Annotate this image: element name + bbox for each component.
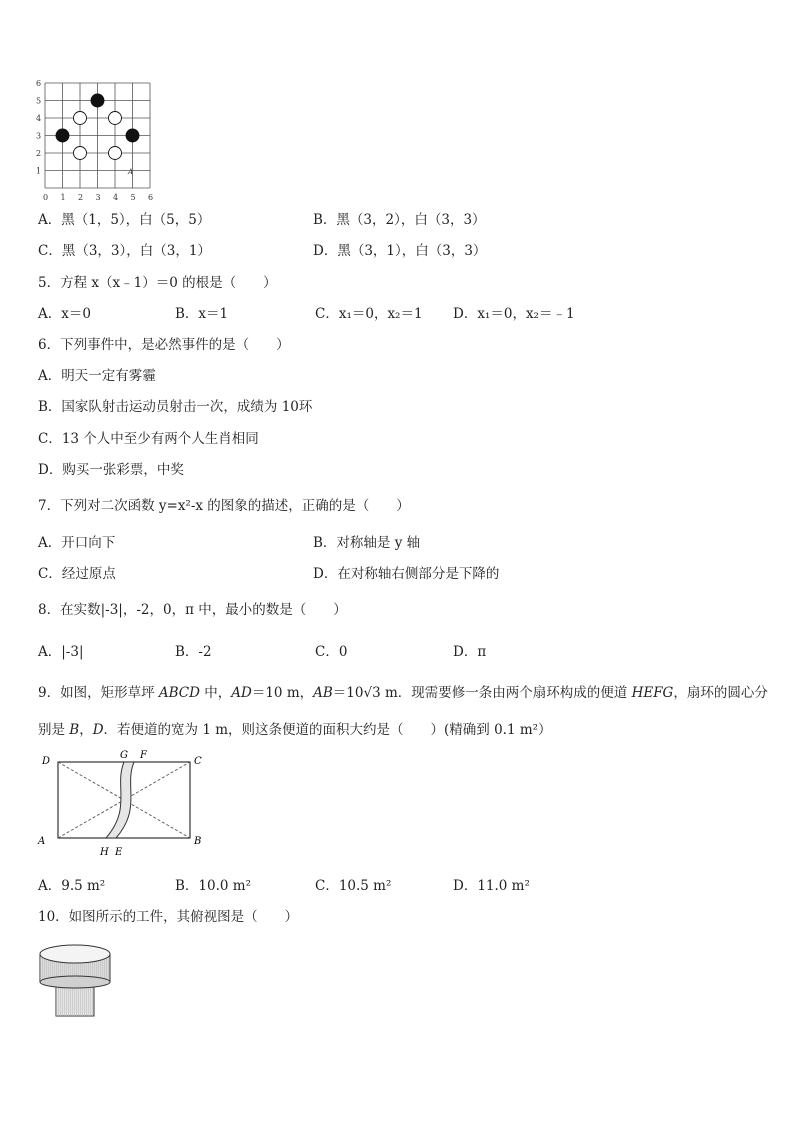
label-d: D — [42, 756, 51, 767]
label-e: E — [115, 847, 123, 858]
label-f: F — [140, 750, 147, 761]
q6-stem: 6．下列事件中，是必然事件的是（ ） — [38, 337, 290, 353]
black-stone — [126, 129, 139, 142]
board-y-tick: 2 — [36, 149, 42, 158]
q9-option-a[interactable]: A．9.5 m² — [38, 878, 106, 894]
q4-option-c[interactable]: C．黑（3，3），白（3，1） — [38, 243, 211, 259]
board-x-tick: 5 — [130, 193, 136, 201]
rectangle-lawn-figure — [36, 748, 216, 860]
q9-stem-line-2: 别是 B，D．若便道的宽为 1 m，则这条便道的面积大约是（ ）(精确到 0.1 m²） — [38, 722, 552, 738]
board-x-tick: 2 — [78, 193, 84, 201]
label-c: C — [194, 756, 202, 767]
q9-stem-line-1: 9．如图，矩形草坪 ABCD 中，AD＝10 m，AB＝10√3 m．现需要修一条由两个扇环构成的便道 HEFG，扇环的圆心分 — [38, 685, 768, 701]
white-stone — [74, 147, 87, 160]
board-y-tick: 4 — [36, 114, 42, 123]
board-x-tick: 1 — [60, 193, 66, 201]
label-a: A — [38, 836, 46, 847]
label-g: G — [120, 750, 128, 761]
workpiece-figure — [34, 938, 120, 1024]
q6-option-a[interactable]: A．明天一定有雾霾 — [38, 368, 156, 384]
q7-option-a[interactable]: A．开口向下 — [38, 535, 116, 551]
q5-stem: 5．方程 x（x﹣1）＝0 的根是（ ） — [38, 275, 277, 291]
q5-option-d[interactable]: D．x₁＝0，x₂＝﹣1 — [453, 306, 575, 322]
q4-option-a[interactable]: A．黑（1，5），白（5，5） — [38, 212, 211, 228]
q7-option-d[interactable]: D．在对称轴右侧部分是下降的 — [313, 566, 500, 582]
board-y-tick: 6 — [36, 79, 42, 88]
q4-option-b[interactable]: B．黑（3，2），白（3，3） — [313, 212, 486, 228]
q8-stem: 8．在实数|-3|，-2，0，π 中，最小的数是（ ） — [38, 602, 347, 618]
q8-option-b[interactable]: B．-2 — [175, 644, 212, 660]
q9-option-b[interactable]: B．10.0 m² — [175, 878, 251, 894]
q6-option-d[interactable]: D．购买一张彩票，中奖 — [38, 462, 184, 478]
board-y-tick: 3 — [36, 131, 42, 141]
q8-option-d[interactable]: D．π — [453, 644, 487, 660]
q8-option-a[interactable]: A．|-3| — [38, 644, 84, 660]
q7-stem: 7．下列对二次函数 y=x²-x 的图象的描述，正确的是（ ） — [38, 498, 410, 514]
q9-option-d[interactable]: D．11.0 m² — [453, 878, 530, 894]
q5-option-c[interactable]: C．x₁＝0，x₂＝1 — [315, 306, 423, 322]
q10-stem: 10．如图所示的工件，其俯视图是（ ） — [38, 909, 299, 925]
black-stone — [56, 129, 69, 142]
board-x-tick: 4 — [113, 193, 119, 201]
q7-option-c[interactable]: C．经过原点 — [38, 566, 116, 582]
q6-option-b[interactable]: B．国家队射击运动员射击一次，成绩为 10环 — [38, 399, 313, 415]
q4-option-d[interactable]: D．黑（3，1），白（3，3） — [313, 243, 487, 259]
label-b: B — [194, 836, 202, 847]
board-x-tick: 6 — [148, 193, 154, 201]
label-h: H — [100, 847, 109, 858]
board-y-tick: 1 — [36, 166, 42, 176]
white-stone — [74, 112, 87, 125]
q5-option-b[interactable]: B．x＝1 — [175, 306, 229, 322]
board-x-tick: 3 — [95, 193, 101, 201]
q5-option-a[interactable]: A．x＝0 — [38, 306, 91, 322]
q9-option-c[interactable]: C．10.5 m² — [315, 878, 392, 894]
q8-option-c[interactable]: C．0 — [315, 644, 348, 660]
black-stone — [91, 94, 104, 107]
board-corner-label: A — [128, 168, 134, 176]
white-stone — [109, 112, 122, 125]
go-board-figure — [30, 76, 160, 201]
board-y-tick: 5 — [36, 96, 42, 106]
q6-option-c[interactable]: C．13 个人中至少有两个人生肖相同 — [38, 431, 259, 447]
board-x-tick: 0 — [43, 193, 49, 201]
q7-option-b[interactable]: B．对称轴是 y 轴 — [313, 535, 421, 551]
white-stone — [109, 147, 122, 160]
